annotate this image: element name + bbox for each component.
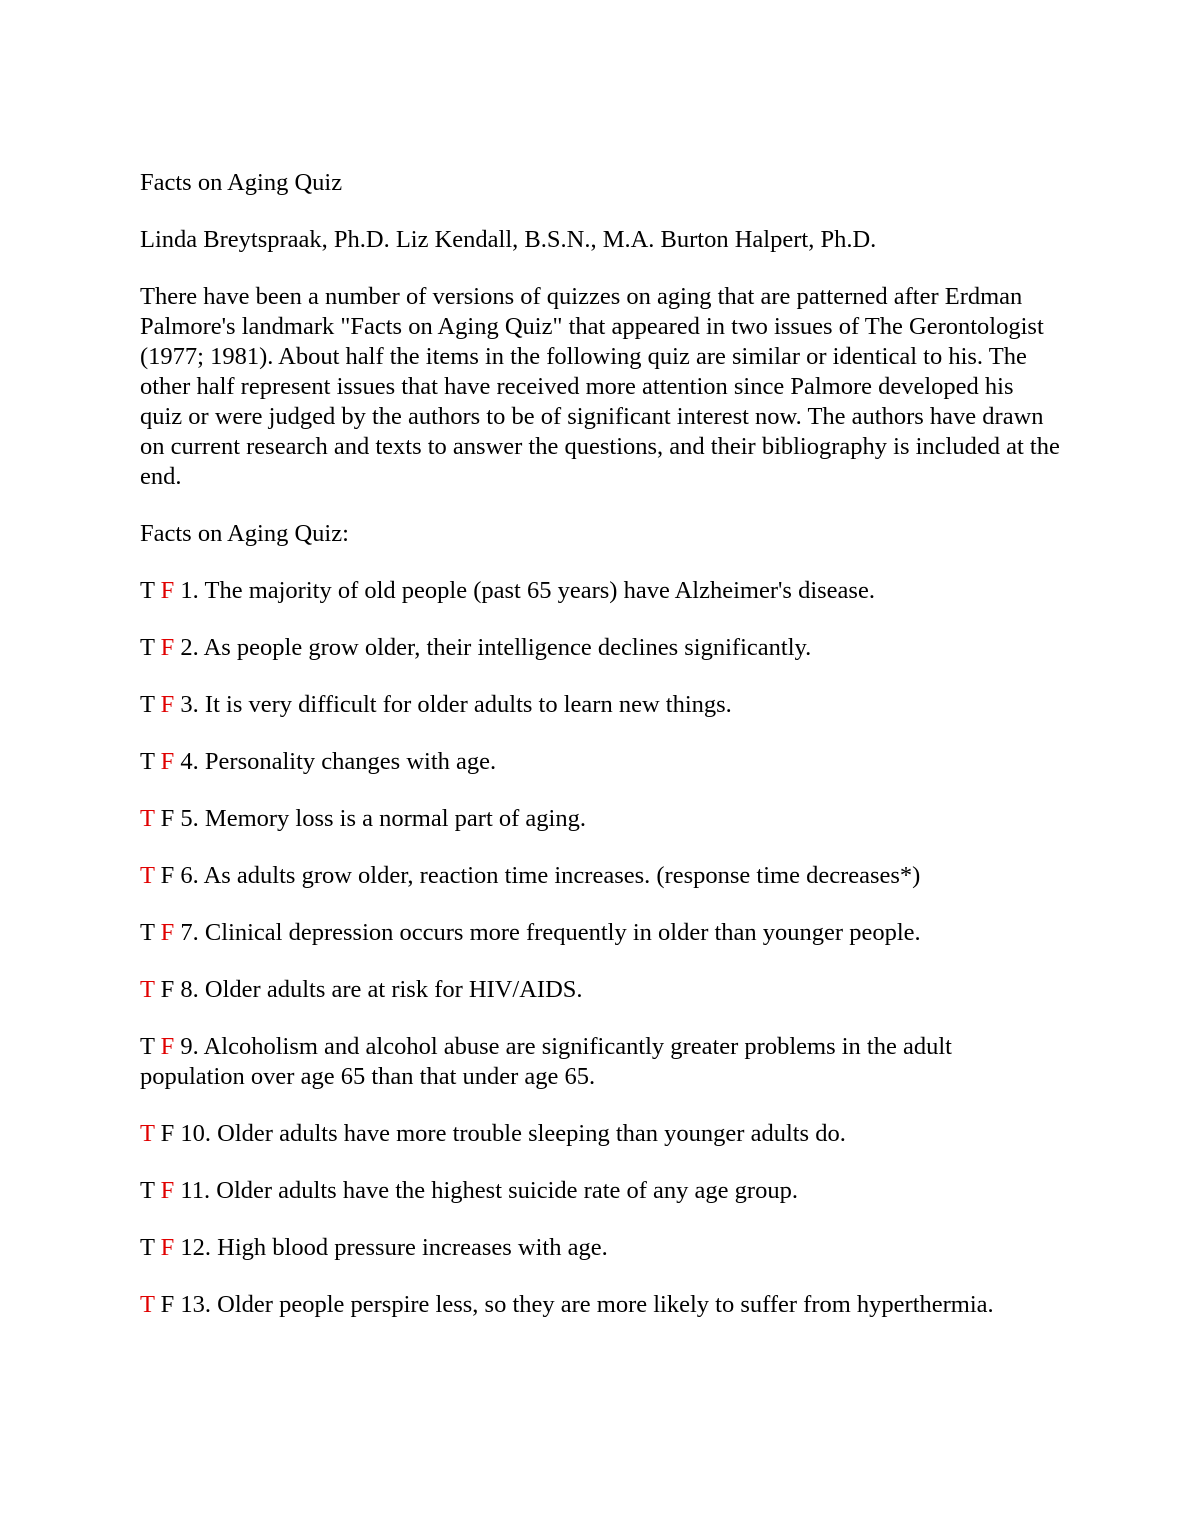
question-number: 11. bbox=[180, 1177, 211, 1204]
question-text: Clinical depression occurs more frequently in older than younger people. bbox=[204, 919, 921, 946]
question-number: 3. bbox=[180, 691, 199, 718]
question-number: 10. bbox=[180, 1120, 212, 1147]
true-option: T bbox=[140, 862, 155, 889]
question-number: 2. bbox=[180, 634, 199, 661]
authors-line: Linda Breytspraak, Ph.D. Liz Kendall, B.S.N., M.A. Burton Halpert, Ph.D. bbox=[140, 226, 877, 253]
true-option: T bbox=[140, 1120, 155, 1147]
false-option: F bbox=[160, 1120, 175, 1147]
question-text: Personality changes with age. bbox=[204, 748, 497, 775]
false-option: F bbox=[160, 691, 175, 718]
true-option: T bbox=[140, 1234, 155, 1261]
question-text: It is very difficult for older adults to learn new things. bbox=[204, 691, 732, 718]
true-option: T bbox=[140, 691, 155, 718]
quiz-question bbox=[140, 690, 1060, 720]
question-number: 5. bbox=[180, 805, 199, 832]
false-option: F bbox=[160, 1177, 175, 1204]
quiz-question bbox=[140, 861, 1060, 891]
false-option: F bbox=[160, 919, 175, 946]
question-text: Older adults have the highest suicide rate of any age group. bbox=[216, 1177, 798, 1204]
question-text: The majority of old people (past 65 years) have Alzheimer's disease. bbox=[204, 577, 875, 604]
true-option: T bbox=[140, 1291, 155, 1318]
quiz-question bbox=[140, 975, 1060, 1005]
question-number: 9. bbox=[180, 1033, 199, 1060]
true-option: T bbox=[140, 1033, 155, 1060]
true-option: T bbox=[140, 748, 155, 775]
question-number: 7. bbox=[180, 919, 199, 946]
quiz-question bbox=[140, 804, 1060, 834]
question-number: 13. bbox=[180, 1291, 212, 1318]
true-option: T bbox=[140, 919, 155, 946]
true-option: T bbox=[140, 634, 155, 661]
question-text: As people grow older, their intelligence declines significantly. bbox=[203, 634, 812, 661]
false-option: F bbox=[160, 862, 175, 889]
true-option: T bbox=[140, 976, 155, 1003]
false-option: F bbox=[160, 634, 175, 661]
false-option: F bbox=[160, 1291, 175, 1318]
true-option: T bbox=[140, 577, 155, 604]
quiz-question bbox=[140, 1032, 1060, 1092]
false-option: F bbox=[160, 1033, 175, 1060]
question-text: Older people perspire less, so they are more likely to suffer from hyperthermia. bbox=[217, 1291, 994, 1318]
false-option: F bbox=[160, 805, 175, 832]
quiz-question bbox=[140, 1233, 1060, 1263]
quiz-question bbox=[140, 576, 1060, 606]
true-option: T bbox=[140, 1177, 155, 1204]
intro-paragraph: There have been a number of versions of quizzes on aging that are patterned after Erdman Palmore's landmark "Facts on Aging Quiz" that appeared in two issues of The Gerontologist (1977; 1981). About half the items in the following quiz are similar or identical to his. The other half represent issues that have received more attention since Palmore developed his quiz or were judged by the authors to be of significant interest now. The authors have drawn on current research and texts to answer the questions, and their bibliography is included at the end. bbox=[140, 283, 1060, 490]
document-title: Facts on Aging Quiz bbox=[140, 169, 343, 196]
question-text: Alcoholism and alcohol abuse are significantly greater problems in the adult population over age 65 than that under age 65. bbox=[140, 1033, 952, 1090]
quiz-heading: Facts on Aging Quiz: bbox=[140, 520, 349, 547]
true-option: T bbox=[140, 805, 155, 832]
question-text: As adults grow older, reaction time increases. (response time decreases*) bbox=[203, 862, 921, 889]
false-option: F bbox=[160, 577, 175, 604]
question-text: Older adults are at risk for HIV/AIDS. bbox=[204, 976, 583, 1003]
quiz-question bbox=[140, 918, 1060, 948]
question-text: High blood pressure increases with age. bbox=[217, 1234, 608, 1261]
quiz-question bbox=[140, 1176, 1060, 1206]
quiz-question bbox=[140, 1119, 1060, 1149]
false-option: F bbox=[160, 976, 175, 1003]
question-number: 8. bbox=[180, 976, 199, 1003]
false-option: F bbox=[160, 748, 175, 775]
quiz-question bbox=[140, 633, 1060, 663]
question-number: 6. bbox=[180, 862, 199, 889]
quiz-question bbox=[140, 1290, 1060, 1320]
question-text: Memory loss is a normal part of aging. bbox=[204, 805, 586, 832]
false-option: F bbox=[160, 1234, 175, 1261]
question-number: 12. bbox=[180, 1234, 212, 1261]
question-number: 1. bbox=[180, 577, 199, 604]
question-list bbox=[140, 576, 1060, 1320]
question-number: 4. bbox=[180, 748, 199, 775]
question-text: Older adults have more trouble sleeping than younger adults do. bbox=[217, 1120, 846, 1147]
document-page bbox=[140, 168, 1060, 1347]
quiz-question bbox=[140, 747, 1060, 777]
